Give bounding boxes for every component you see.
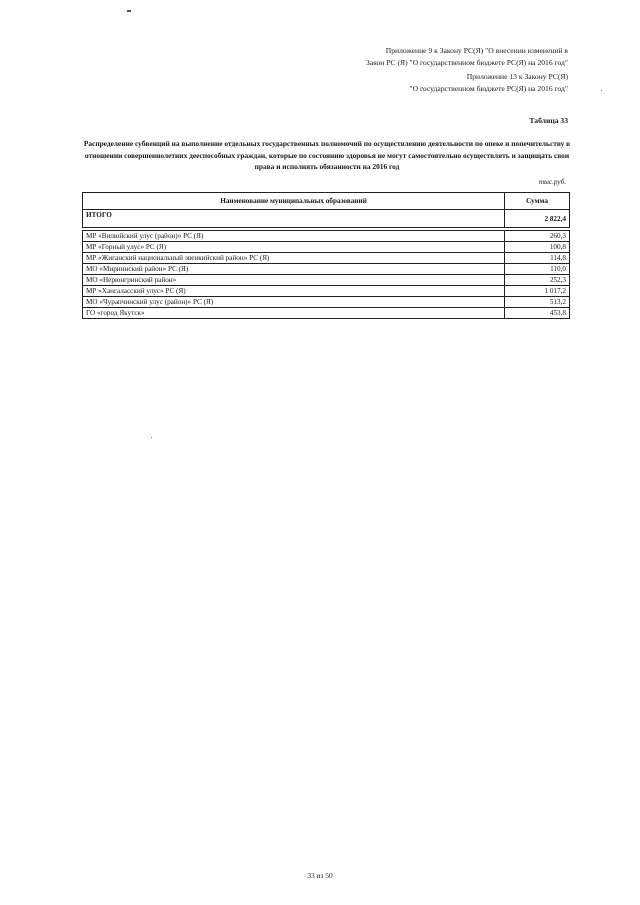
header-line: Закон РС (Я) "О государственном бюджете РС(Я) на 2016 год" — [365, 58, 568, 67]
units-label: тыс.руб. — [538, 178, 566, 186]
municipality-name: МО «Мирнинский район» РС (Я) — [83, 264, 505, 275]
table-row — [83, 242, 570, 253]
scan-mark — [601, 90, 602, 91]
subsidy-amount: 260,3 — [505, 231, 570, 242]
municipality-name: МР «Хангаласский улус» РС (Я) — [83, 286, 505, 297]
municipality-name: МР «Вилюйский улус (район)» РС (Я) — [83, 231, 505, 242]
scan-mark — [151, 437, 152, 438]
table-header-row — [83, 193, 570, 210]
total-value: 2 822,4 — [505, 210, 570, 228]
municipality-name: МР «Жиганский национальный эвенкийский район» РС (Я) — [83, 253, 505, 264]
subsidy-amount: 252,3 — [505, 275, 570, 286]
page-number: 33 из 50 — [307, 871, 333, 880]
table-row — [83, 231, 570, 242]
appendix-header-amendment — [248, 45, 568, 69]
table-row — [83, 275, 570, 286]
header-line: Приложение 13 к Закону РС(Я) — [466, 72, 568, 81]
subsidy-amount: 513,2 — [505, 297, 570, 308]
municipality-name: МО «Чурапчинский улус (район)» РС (Я) — [83, 297, 505, 308]
table-row — [83, 308, 570, 319]
table-row — [83, 286, 570, 297]
subsidy-amount: 110,0 — [505, 264, 570, 275]
header-line: Приложение 9 к Закону РС(Я) "О внесении изменений в — [385, 46, 568, 55]
subsidy-amount: 453,8 — [505, 308, 570, 319]
header-line: "О государственном бюджете РС(Я) на 2016 год" — [409, 84, 568, 93]
municipality-name: МР «Горный улус» РС (Я) — [83, 242, 505, 253]
total-label: ИТОГО — [83, 210, 505, 228]
table-row — [83, 264, 570, 275]
scan-mark — [127, 10, 131, 12]
subsidy-table — [82, 192, 570, 319]
subsidy-amount: 114,8 — [505, 253, 570, 264]
column-header-name: Наименование муниципальных образований — [83, 193, 505, 210]
total-row — [83, 210, 570, 228]
appendix-header-budget — [248, 71, 568, 95]
subsidy-amount: 1 017,2 — [505, 286, 570, 297]
column-header-sum: Сумма — [505, 193, 570, 210]
table-row — [83, 253, 570, 264]
municipality-name: ГО «город Якутск» — [83, 308, 505, 319]
document-title: Распределение субвенций на выполнение отдельных государственных полномочий по осуществлению деятельности по опеке и попечительству в отношении совершеннолетних дееспособных граждан, которые по состоянию здоровья не могут самостоятельно осуществлять и защищать свои права и исполнять обязанности на 2016 год — [83, 139, 571, 171]
municipality-name: МО «Нерюнгринский район» — [83, 275, 505, 286]
subsidy-amount: 100,8 — [505, 242, 570, 253]
table-number: Таблица 33 — [529, 116, 568, 125]
table-row — [83, 297, 570, 308]
